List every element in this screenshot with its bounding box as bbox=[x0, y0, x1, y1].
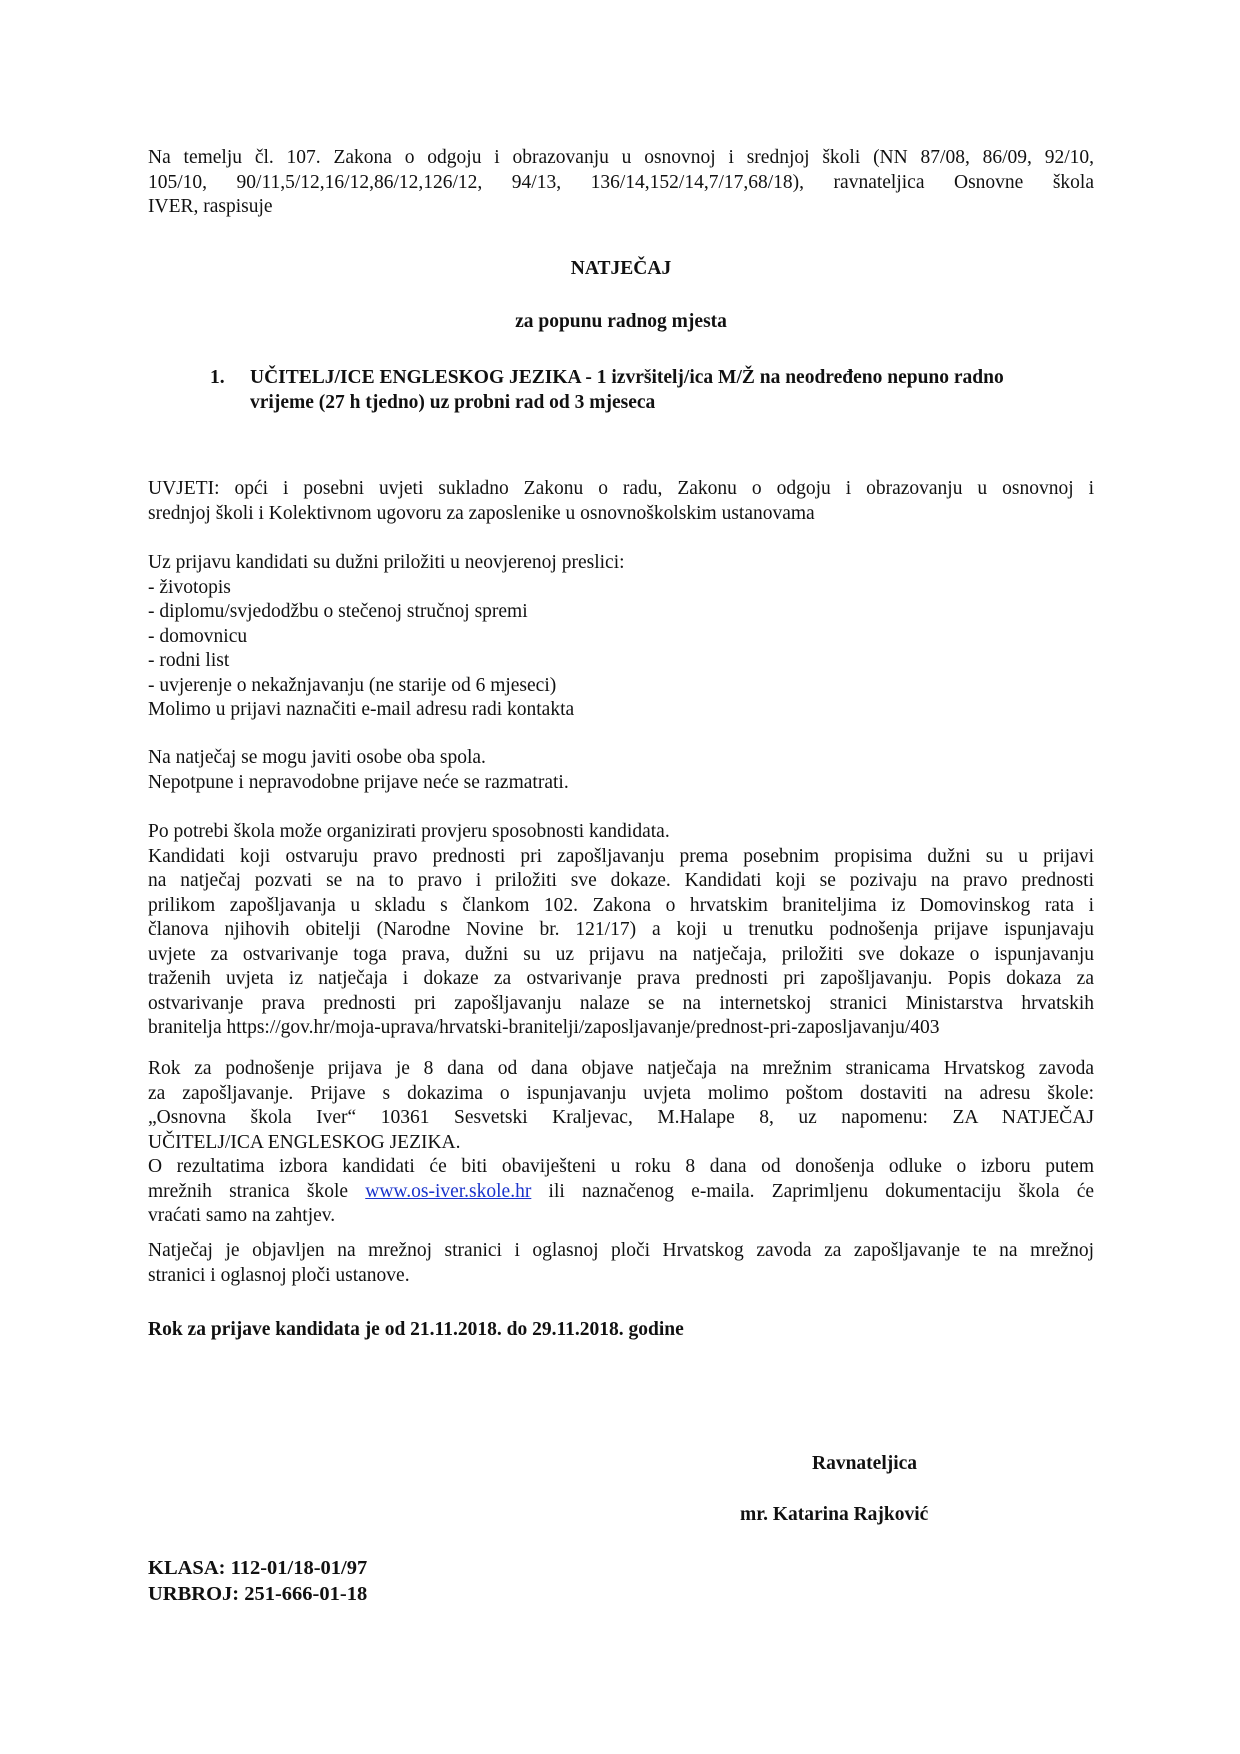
priority-line: Kandidati koji ostvaruju pravo prednosti pri zapošljavanju prema posebnim propisima dužni su u prijavi bbox=[148, 845, 1094, 867]
documents-section bbox=[148, 551, 1094, 723]
document-item: - domovnicu bbox=[148, 625, 248, 647]
list-number: 1. bbox=[210, 367, 225, 388]
results-line-prefix: mrežnih stranica škole bbox=[148, 1180, 366, 1202]
priority-line: ostvarivanje prava prednosti pri zapošljavanju nalaze se na internetskoj stranici Ministarstva hrvatskih bbox=[148, 992, 1094, 1014]
position-line: UČITELJ/ICE ENGLESKOG JEZIKA - 1 izvršitelj/ica M/Ž na neodređeno nepuno radno bbox=[250, 367, 1004, 388]
priority-line: na natječaj pozvati se na to pravo i priložiti sve dokaze. Kandidati koji se pozivaju na pravo prednosti bbox=[148, 870, 1094, 891]
document-title: NATJEČAJ bbox=[570, 258, 672, 279]
note-line: Na natječaj se mogu javiti osobe oba spola. bbox=[148, 747, 486, 768]
deadline-line: Rok za podnošenje prijava je 8 dana od dana objave natječaja na mrežnim stranicama Hrvatskog zavoda bbox=[148, 1058, 1094, 1079]
deadline-paragraph bbox=[148, 1057, 1094, 1155]
reference-block bbox=[148, 1555, 367, 1607]
priority-line: članova njihovih obitelji (Narodne Novine br. 121/17) a koji u trenutku podnošenja prijave ispunjavaju bbox=[148, 919, 1094, 940]
intro-line: 105/10, 90/11,5/12,16/12,86/12,126/12, 94/13, 136/14,152/14,7/17,68/18), ravnateljica Osnovne škola bbox=[148, 171, 1094, 193]
position-line: vrijeme (27 h tjedno) uz probni rad od 3 mjeseca bbox=[250, 391, 656, 413]
priority-line: prilikom zapošljavanja u skladu s člankom 102. Zakona o hrvatskim braniteljima iz Domovinskog rata i bbox=[148, 894, 1094, 916]
publication-paragraph bbox=[148, 1239, 1094, 1288]
publication-line: Natječaj je objavljen na mrežnoj stranici i oglasnoj ploči Hrvatskog zavoda za zapošljavanje te na mrežnoj bbox=[148, 1240, 1094, 1261]
notes-section bbox=[148, 746, 1094, 795]
document-item: - životopis bbox=[148, 576, 231, 598]
urbroj-number: URBROJ: 251-666-01-18 bbox=[148, 1583, 368, 1605]
documents-intro: Uz prijavu kandidati su dužni priložiti u neovjerenoj preslici: bbox=[148, 552, 625, 573]
deadline-line: za zapošljavanje. Prijave s dokazima o ispunjavanju uvjeta molimo poštom dostaviti na adresu škole: bbox=[148, 1082, 1094, 1104]
document-subtitle: za popunu radnog mjesta bbox=[515, 311, 727, 332]
klasa-number: KLASA: 112-01/18-01/97 bbox=[148, 1557, 368, 1579]
conditions-paragraph bbox=[148, 477, 1094, 526]
priority-line: Po potrebi škola može organizirati provjeru sposobnosti kandidata. bbox=[148, 821, 670, 842]
results-line: O rezultatima izbora kandidati će biti obaviješteni u roku 8 dana od donošenja odluke o izboru putem bbox=[148, 1156, 1094, 1177]
results-line: vraćati samo na zahtjev. bbox=[148, 1205, 336, 1226]
publication-line: stranici i oglasnoj ploči ustanove. bbox=[148, 1264, 410, 1286]
note-line: Nepotpune i nepravodobne prijave neće se razmatrati. bbox=[148, 771, 569, 793]
priority-line: uvjete za ostvarivanje toga prava, dužni su uz prijavu na natječaja, priložiti sve dokaze o ispunjavanju bbox=[148, 943, 1094, 965]
email-note: Molimo u prijavi naznačiti e-mail adresu radi kontakta bbox=[148, 699, 575, 720]
intro-line: IVER, raspisuje bbox=[148, 196, 273, 217]
results-line-suffix: ili naznačenog e-maila. Zaprimljenu dokumentaciju škola će bbox=[531, 1180, 1095, 1202]
deadline-line: UČITELJ/ICA ENGLESKOG JEZIKA. bbox=[148, 1131, 461, 1153]
results-paragraph bbox=[148, 1155, 1094, 1229]
priority-paragraph bbox=[148, 820, 1094, 1041]
conditions-line: UVJETI: opći i posebni uvjeti sukladno Zakonu o radu, Zakonu o odgoju i obrazovanju u osnovnoj i bbox=[148, 478, 1094, 499]
results-line bbox=[148, 1180, 1094, 1205]
application-dates: Rok za prijave kandidata je od 21.11.2018. do 29.11.2018. godine bbox=[148, 1319, 684, 1340]
signature-name: mr. Katarina Rajković bbox=[740, 1504, 929, 1525]
school-website-link[interactable]: www.os-iver.skole.hr bbox=[365, 1180, 532, 1202]
priority-line: traženih uvjeta iz natječaja i dokaze za ostvarivanje prava prednosti pri zapošljavanju. Popis dokaza za bbox=[148, 968, 1094, 989]
conditions-line: srednjoj školi i Kolektivnom ugovoru za zaposlenike u osnovnoškolskim ustanovama bbox=[148, 502, 815, 524]
deadline-line: „Osnovna škola Iver“ 10361 Sesvetski Kraljevac, M.Halape 8, uz napomenu: ZA NATJEČAJ bbox=[148, 1107, 1094, 1128]
intro-line: Na temelju čl. 107. Zakona o odgoju i obrazovanju u osnovnoj i srednjoj školi (NN 87/08, 86/09, 92/10, bbox=[148, 147, 1094, 168]
position-list-item bbox=[210, 366, 1094, 415]
priority-line: branitelja https://gov.hr/moja-uprava/hrvatski-branitelji/zaposljavanje/prednost-pri-zaposljavanju/403 bbox=[148, 1017, 940, 1038]
signature-role: Ravnateljica bbox=[812, 1453, 918, 1474]
document-item: - uvjerenje o nekažnjavanju (ne starije od 6 mjeseci) bbox=[148, 674, 557, 696]
document-item: - diplomu/svjedodžbu o stečenoj stručnoj spremi bbox=[148, 601, 528, 622]
intro-paragraph bbox=[148, 146, 1094, 220]
document-item: - rodni list bbox=[148, 650, 230, 671]
